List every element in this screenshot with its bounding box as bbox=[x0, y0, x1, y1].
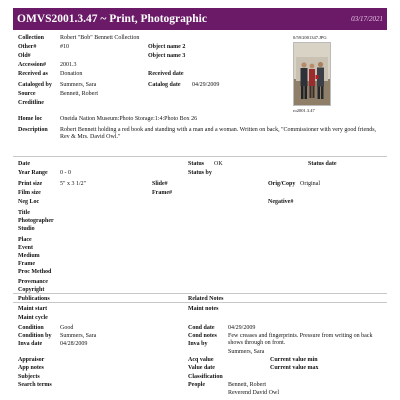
print-date: 03/17/2021 bbox=[351, 15, 383, 23]
label-copyright: Copyright bbox=[18, 287, 45, 293]
label-current-value-max: Current value max bbox=[270, 365, 319, 371]
label-status-date: Status date bbox=[308, 161, 337, 167]
label-condition: Condition bbox=[18, 325, 44, 331]
value-condition-by: Summers, Sara bbox=[60, 333, 97, 339]
label-catalog-date: Catalog date bbox=[148, 82, 181, 88]
label-event: Event bbox=[18, 245, 33, 251]
value-cond-notes: Few creases and fingerprints. Pressure from writing on back shows through on front. bbox=[228, 333, 373, 346]
label-classification: Classification bbox=[188, 374, 223, 380]
label-cond-date: Cond date bbox=[188, 325, 215, 331]
label-search-terms: Search terms bbox=[18, 382, 52, 388]
label-related-notes: Related Notes bbox=[188, 296, 224, 302]
label-proc-method: Proc Method bbox=[18, 269, 52, 275]
value-source: Bennett, Robert bbox=[60, 91, 98, 97]
label-studio: Studio bbox=[18, 226, 35, 232]
value-condition: Good bbox=[60, 325, 74, 331]
label-current-value-min: Current value min bbox=[270, 357, 318, 363]
value-people-2: Reverend David Owl bbox=[228, 390, 279, 396]
value-cataloged-by: Summers, Sara bbox=[60, 82, 97, 88]
label-date: Date bbox=[18, 161, 30, 167]
value-accession: 2001.3 bbox=[60, 62, 77, 68]
value-cond-date: 04/29/2009 bbox=[228, 325, 256, 331]
record-header bbox=[13, 8, 387, 30]
value-orig-copy: Original bbox=[300, 181, 320, 187]
value-other: #10 bbox=[60, 44, 69, 50]
label-title: Title bbox=[18, 210, 30, 216]
label-orig-copy: Orig/Copy bbox=[268, 181, 296, 187]
label-condition-by: Condition by bbox=[18, 333, 52, 339]
label-collection: Collection bbox=[18, 35, 44, 41]
label-old: Old# bbox=[18, 53, 31, 59]
label-print-size: Print size bbox=[18, 181, 43, 187]
label-place: Place bbox=[18, 237, 32, 243]
label-home-loc: Home loc bbox=[18, 116, 43, 122]
label-status-by: Status by bbox=[188, 170, 212, 176]
label-other: Other# bbox=[18, 44, 37, 50]
label-cond-notes: Cond notes bbox=[188, 333, 217, 339]
value-collection: Robert "Bob" Bennett Collection bbox=[60, 35, 140, 41]
label-cataloged-by: Cataloged by bbox=[18, 82, 52, 88]
label-object-name-2: Object name 2 bbox=[148, 44, 186, 50]
label-maint-cycle: Maint cycle bbox=[18, 315, 48, 321]
label-app-notes: App notes bbox=[18, 365, 44, 371]
label-value-date: Value date bbox=[188, 365, 215, 371]
label-inva-by: Inva by bbox=[188, 341, 208, 347]
value-inva-date: 04/28/2009 bbox=[60, 341, 88, 347]
value-year-range: 0 - 0 bbox=[60, 170, 71, 176]
value-people-1: Bennett, Robert bbox=[228, 382, 266, 388]
label-film-size: Film size bbox=[18, 190, 41, 196]
label-slide: Slide# bbox=[152, 181, 168, 187]
label-source: Source bbox=[18, 91, 36, 97]
value-catalog-date: 04/29/2009 bbox=[192, 82, 220, 88]
label-object-name-3: Object name 3 bbox=[148, 53, 186, 59]
label-appraisor: Appraisor bbox=[18, 357, 45, 363]
label-publications: Publications bbox=[18, 296, 50, 302]
label-creditline: Creditline bbox=[18, 100, 44, 106]
record-title: OMVS2001.3.47 ~ Print, Photographic bbox=[17, 13, 207, 25]
section-divider bbox=[13, 156, 387, 157]
label-status: Status bbox=[188, 161, 205, 167]
label-acq-value: Acq value bbox=[188, 357, 214, 363]
photo-caption: ro2001.3.47 bbox=[293, 108, 315, 113]
photo-image bbox=[294, 43, 330, 105]
value-status: OK bbox=[214, 161, 223, 167]
value-received-as: Donation bbox=[60, 71, 83, 77]
value-inva-by: Summers, Sara bbox=[228, 349, 265, 355]
label-medium: Medium bbox=[18, 253, 40, 259]
label-inva-date: Inva date bbox=[18, 341, 43, 347]
label-maint-notes: Maint notes bbox=[188, 306, 219, 312]
section-divider bbox=[13, 293, 387, 294]
label-maint-start: Maint start bbox=[18, 306, 48, 312]
label-accession: Accession# bbox=[18, 62, 46, 68]
label-neg-loc: Neg Loc bbox=[18, 199, 40, 205]
label-received-date: Received date bbox=[148, 71, 184, 77]
photo-filename: 0/59/2001347.JPG bbox=[293, 35, 327, 40]
value-home-loc: Oneida Nation Museum:Photo Storage:1:4:Photo Box 26 bbox=[60, 116, 198, 122]
label-photographer: Photographer bbox=[18, 218, 54, 224]
label-frame: Frame bbox=[18, 261, 35, 267]
value-print-size: 5" x 3 1/2" bbox=[60, 181, 87, 187]
label-received-as: Received as bbox=[18, 71, 48, 77]
label-subjects: Subjects bbox=[18, 374, 40, 380]
label-people: People bbox=[188, 382, 205, 388]
label-negative: Negative# bbox=[268, 199, 294, 205]
label-frame-number: Frame# bbox=[152, 190, 172, 196]
label-provenance: Provenance bbox=[18, 279, 48, 285]
section-divider bbox=[13, 302, 387, 303]
label-year-range: Year Range bbox=[18, 170, 48, 176]
value-description: Robert Bennett holding a red book and standing with a man and a woman. Written on back, "Commissioner with very good friends, Rev & Mrs. David Owl." bbox=[60, 127, 377, 140]
object-photo[interactable] bbox=[293, 42, 331, 106]
label-description: Description bbox=[18, 127, 48, 133]
